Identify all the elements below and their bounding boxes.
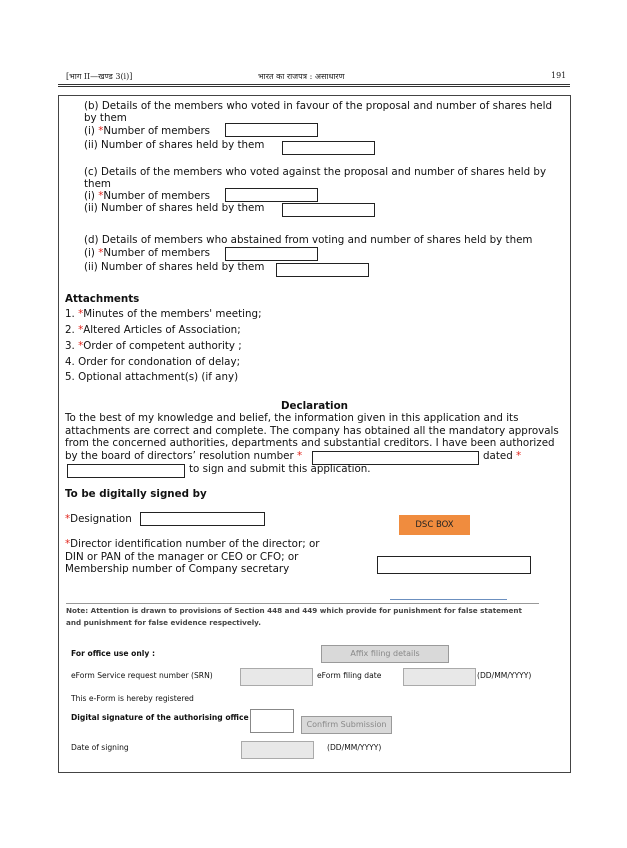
required-star: *: [98, 190, 104, 202]
din-label-line3: Membership number of Company secretary: [65, 563, 290, 575]
resolution-date-input[interactable]: [67, 464, 185, 478]
filing-date-input[interactable]: [403, 668, 476, 686]
against-shares-input[interactable]: [282, 203, 375, 217]
against-title-line2: them: [84, 178, 111, 190]
abstained-members-text: Number of members: [103, 247, 211, 259]
favour-title-line1: (b) Details of the members who voted in favour of the proposal and number of shares held: [84, 100, 553, 112]
abstained-members-input[interactable]: [225, 247, 318, 261]
office-use-heading: For office use only :: [71, 649, 156, 658]
digital-signature-label: Digital signature of the authorising office: [71, 713, 249, 722]
declaration-heading: Declaration: [281, 400, 348, 412]
header-rule-bottom: [58, 86, 570, 87]
declaration-line1: To the best of my knowledge and belief, the information given in this application and its: [65, 412, 519, 424]
declaration-line4: [65, 450, 302, 462]
favour-shares-label: (ii) Number of shares held by them: [84, 139, 265, 151]
declaration-line3: from the concerned authorities, departments and substantial creditors. I have been authorized: [65, 437, 555, 449]
attachment-item[interactable]: [65, 371, 238, 383]
favour-members-input[interactable]: [225, 123, 318, 137]
filing-date-format: (DD/MM/YYYY): [477, 671, 532, 680]
registered-text: This e-Form is hereby registered: [71, 694, 194, 703]
favour-members-text: Number of members: [103, 125, 211, 137]
against-shares-label: (ii) Number of shares held by them: [84, 202, 265, 214]
declaration-line2: attachments are correct and complete. The company has obtained all the mandatory approvals: [65, 425, 559, 437]
form-frame-top: [58, 95, 570, 96]
favour-members-label: [84, 125, 210, 137]
dsc-box[interactable]: DSC BOX: [399, 515, 470, 535]
date-of-signing-format: (DD/MM/YYYY): [327, 743, 382, 752]
designation-input[interactable]: [140, 512, 265, 526]
affix-filing-details-button[interactable]: Affix filing details: [321, 645, 449, 663]
required-star: *: [98, 125, 104, 137]
against-members-label: [84, 190, 210, 202]
against-members-input[interactable]: [225, 188, 318, 202]
against-members-prefix: (i): [84, 190, 95, 202]
attachment-number: 4.: [65, 356, 75, 368]
note-line1: Note: Attention is drawn to provisions of Section 448 and 449 which provide for punishment for false statement: [66, 606, 522, 615]
attachment-label: Minutes of the members' meeting;: [83, 308, 262, 320]
attachments-heading: Attachments: [65, 293, 140, 305]
favour-title-line2: by them: [84, 112, 127, 124]
against-title-line1: (c) Details of the members who voted against the proposal and number of shares held by: [84, 166, 547, 178]
required-star: *: [516, 450, 522, 462]
required-star: *: [98, 247, 104, 259]
abstained-shares-input[interactable]: [276, 263, 369, 277]
attachment-label: Order of competent authority ;: [83, 340, 242, 352]
abstained-shares-label: (ii) Number of shares held by them: [84, 261, 265, 273]
attachment-item[interactable]: [65, 340, 242, 352]
attachment-number: 5.: [65, 371, 75, 383]
attachment-item[interactable]: [65, 308, 262, 320]
filing-date-label: eForm filing date: [317, 671, 382, 680]
din-text-line1: Director identification number of the director; or: [70, 538, 320, 550]
digital-signature-box[interactable]: [250, 709, 294, 733]
srn-label: eForm Service request number (SRN): [71, 671, 213, 680]
required-star: *: [297, 450, 303, 462]
required-star: *: [65, 513, 71, 525]
dated-label: [483, 450, 521, 462]
attachment-label: Altered Articles of Association;: [83, 324, 241, 336]
date-of-signing-label: Date of signing: [71, 743, 129, 752]
attachment-number: 3.: [65, 340, 75, 352]
confirm-submission-button[interactable]: Confirm Submission: [301, 716, 392, 734]
srn-input[interactable]: [240, 668, 313, 686]
attachment-label: Order for condonation of delay;: [78, 356, 241, 368]
note-rule: [66, 603, 539, 604]
attachment-number: 2.: [65, 324, 75, 336]
attachment-item[interactable]: [65, 356, 240, 368]
required-star: *: [78, 308, 84, 320]
abstained-members-label: [84, 247, 210, 259]
attachment-number: 1.: [65, 308, 75, 320]
dated-text: dated: [483, 450, 513, 462]
designation-text: Designation: [70, 513, 132, 525]
abstained-members-prefix: (i): [84, 247, 95, 259]
din-label-line1: [65, 538, 319, 550]
header-gazette-title: भारत का राजपत्र : असाधारण: [258, 72, 345, 81]
din-input[interactable]: [377, 556, 531, 574]
date-of-signing-input[interactable]: [241, 741, 314, 759]
required-star: *: [78, 340, 84, 352]
required-star: *: [78, 324, 84, 336]
required-star: *: [65, 538, 71, 550]
page-number: 191: [551, 71, 567, 80]
favour-members-prefix: (i): [84, 125, 95, 137]
against-members-text: Number of members: [103, 190, 211, 202]
designation-label: [65, 513, 132, 525]
din-label-line2: DIN or PAN of the manager or CEO or CFO; or: [65, 551, 299, 563]
resolution-label: by the board of directors’ resolution number: [65, 450, 294, 462]
abstained-title: (d) Details of members who abstained from voting and number of shares held by them: [84, 234, 533, 246]
note-line2: and punishment for false evidence respectively.: [66, 618, 261, 627]
declaration-line5: to sign and submit this application.: [189, 463, 371, 475]
signing-heading: To be digitally signed by: [65, 488, 207, 500]
header-section-label: [भाग II—खण्ड 3(i)]: [66, 72, 133, 81]
favour-shares-input[interactable]: [282, 141, 375, 155]
note-accent-line: [390, 599, 507, 600]
header-rule-top: [58, 84, 570, 85]
attachment-item[interactable]: [65, 324, 241, 336]
attachment-label: Optional attachment(s) (if any): [78, 371, 239, 383]
